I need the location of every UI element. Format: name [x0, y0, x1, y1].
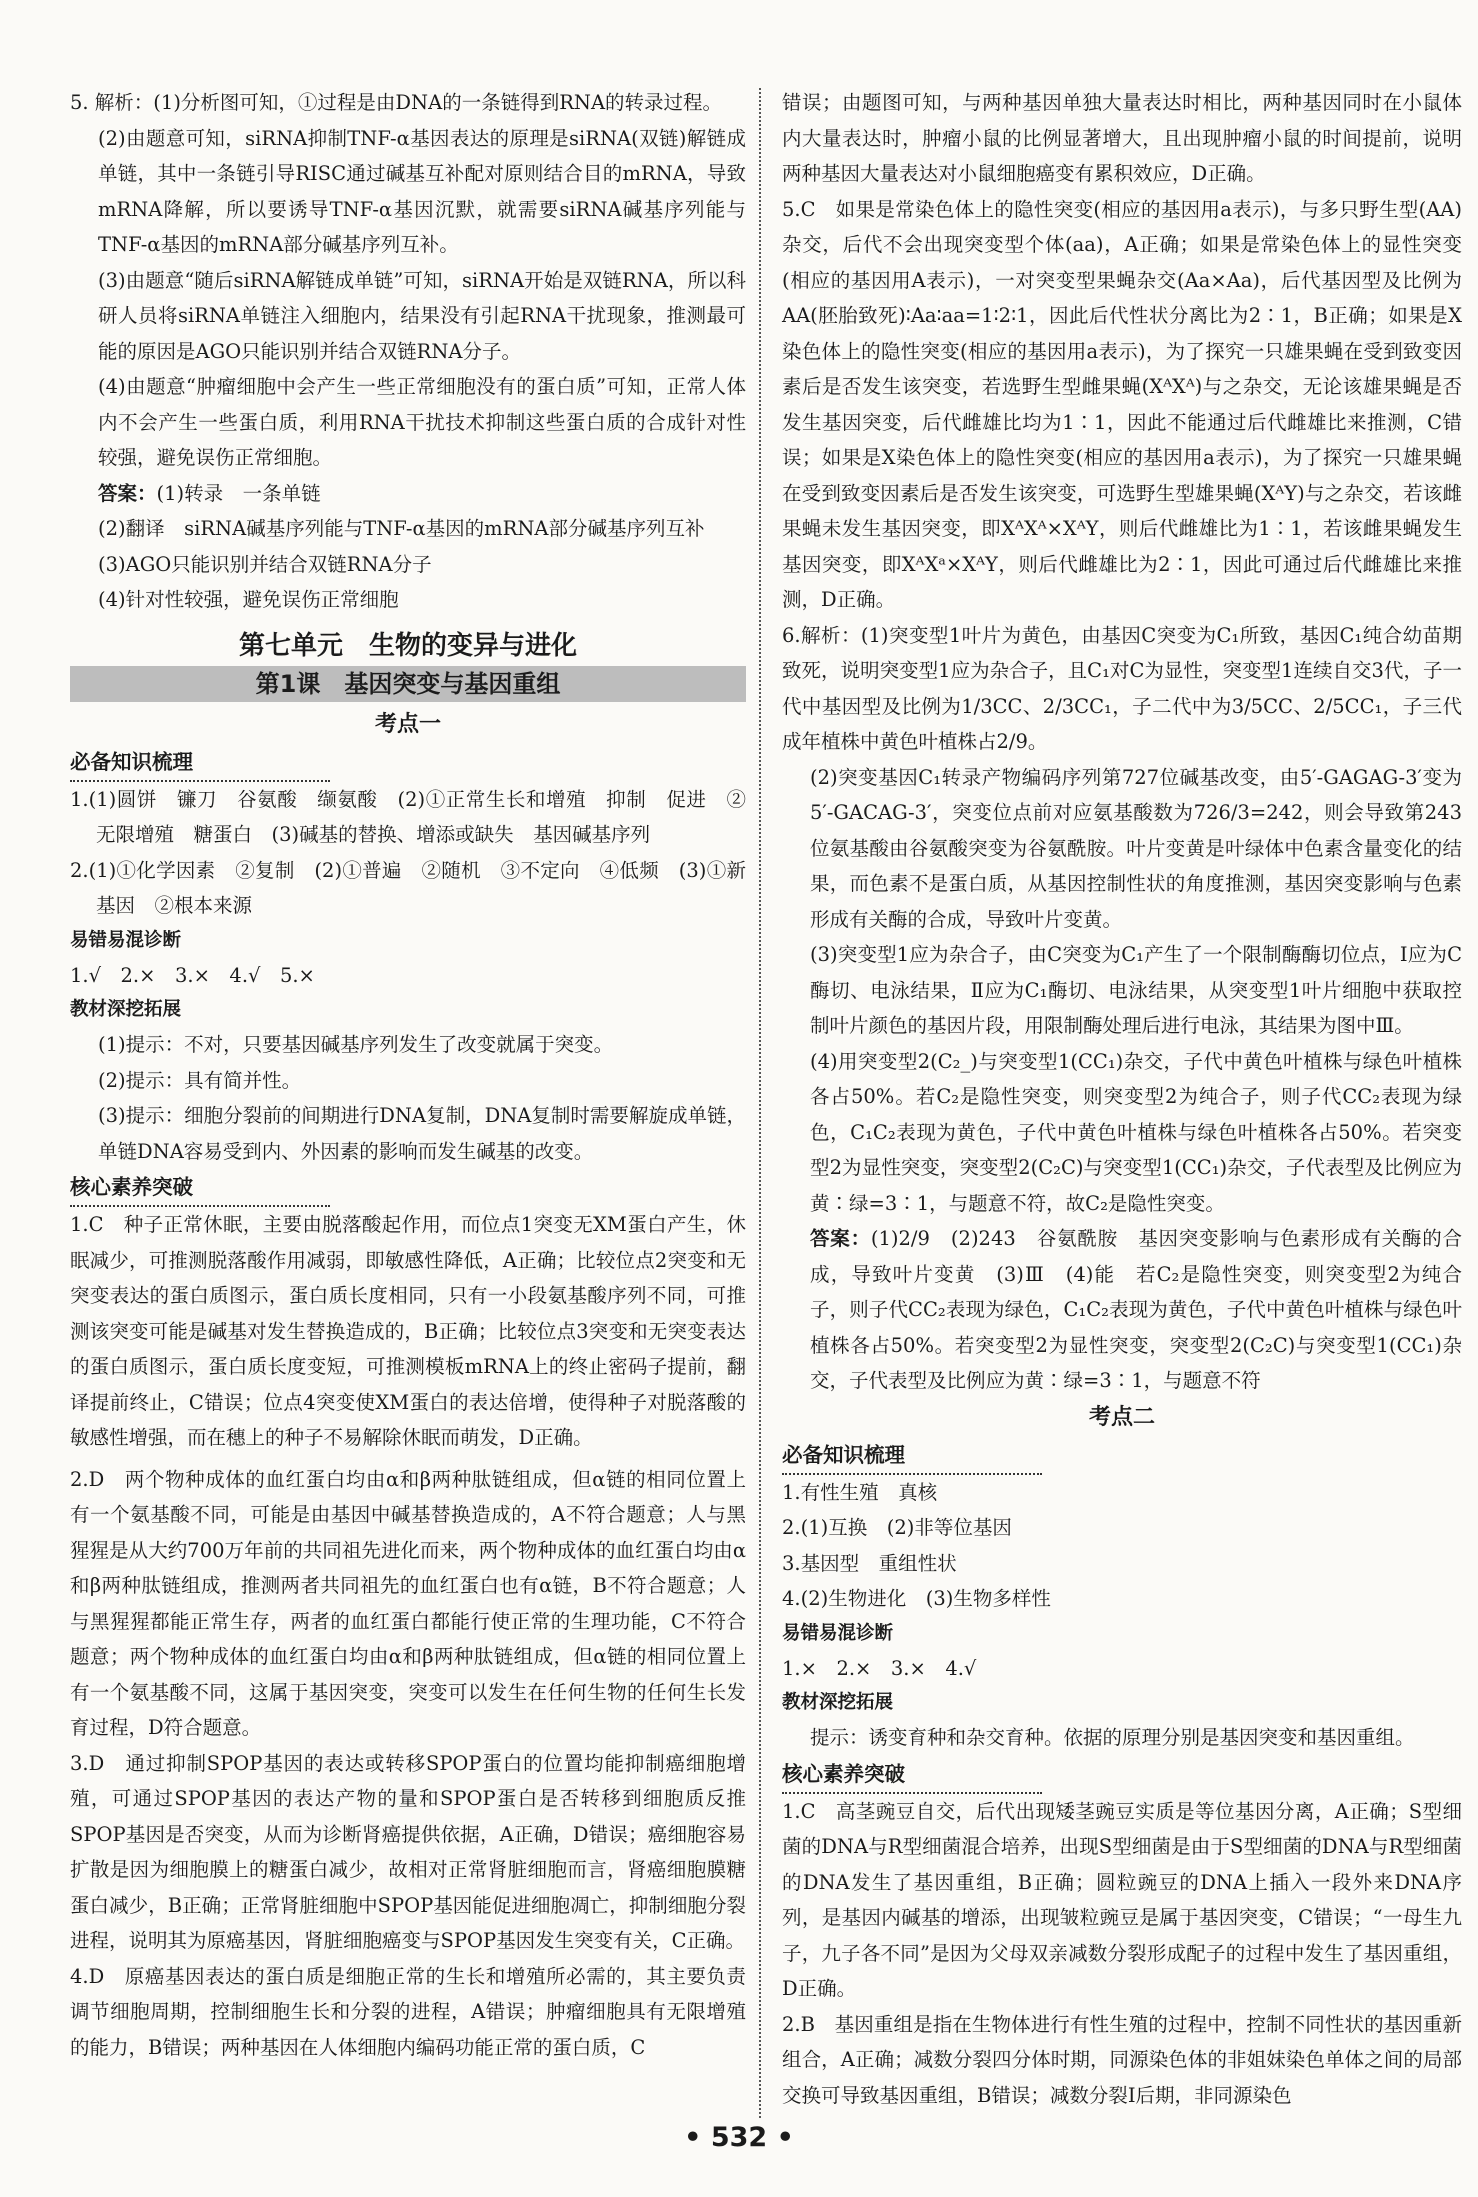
bibei-heading: 必备知识梳理: [70, 744, 330, 782]
hexin-heading-2: 核心素养突破: [782, 1756, 1042, 1794]
unit-title: 第七单元 生物的变异与进化: [238, 630, 577, 661]
lesson-title: 第1课 基因突变与基因重组: [70, 666, 746, 702]
yicuo-heading-2: 易错易混诊断: [782, 1622, 894, 1644]
question-6-para1: 6.解析：(1)突变型1叶片为黄色，由基因C突变为C₁所致，基因C₁纯合幼苗期致死，说明突变型1应为杂合子，且C₁对C为显性，突变型1连续自交3代，子一代中基因型及比例为1/3CC、2/3CC₁，子二代中为3/5CC、2/5CC₁，子三代成年植株中黄色叶植株占2/9。: [782, 623, 1462, 753]
bibei2-item-4: 4.(2)生物进化 (3)生物多样性: [782, 1587, 1051, 1610]
answer-line-2: (2)翻译 siRNA碱基序列能与TNF-α基因的mRNA部分碱基序列互补: [98, 517, 705, 540]
jiaocai-heading-2: 教材深挖拓展: [782, 1692, 894, 1713]
answer-line-1: (1)转录 一条单链: [156, 481, 321, 505]
bibei-item-2: 2.(1)①化学因素 ②复制 (2)①普遍 ②随机 ③不定向 ④低频 (3)①新基因 ②根本来源: [70, 858, 746, 917]
hexin-item-4: 4.D 原癌基因表达的蛋白质是细胞正常的生长和增殖所必需的，其主要负责调节细胞周期，控制细胞生长和分裂的进程，A错误；肿瘤细胞具有无限增殖的能力，B错误；两种基因在人体细胞内编码功能正常的蛋白质，C: [70, 1964, 746, 2059]
page-number: • 532 •: [684, 2122, 794, 2153]
answer-label: 答案：: [98, 481, 157, 505]
question-6-answer-text: (1)2/9 (2)243 谷氨酰胺 基因突变影响与色素形成有关酶的合成，导致叶片变黄 (3)Ⅲ (4)能 若C₂是隐性突变，则突变型2为纯合子，则子代CC₂表现为绿色，C₁C₂表现为黄色，子代中黄色叶植株与绿色叶植株各占50%。若突变型2为显性突变，突变型2(C₂C)与突变型1(CC₁)杂交，子代表型及比例应为黄∶绿=3∶1，与题意不符: [810, 1227, 1462, 1392]
answer-q5-para3: (3)由题意“随后siRNA解链成单链”可知，siRNA开始是双链RNA，所以科研人员将siRNA单链注入细胞内，结果没有引起RNA干扰现象，推测最可能的原因是AGO只能识别并结合双链RNA分子。: [98, 268, 746, 363]
kaodian-1-title: 考点一: [374, 711, 441, 737]
left-column: [70, 85, 746, 2065]
answer-q5-para4: (4)由题意“肿瘤细胞中会产生一些正常细胞没有的蛋白质”可知，正常人体内不会产生一些蛋白质，利用RNA干扰技术抑制这些蛋白质的合成针对性较强，避免误伤正常细胞。: [98, 375, 746, 469]
yicuo-answers: 1.√ 2.× 3.× 4.√ 5.×: [70, 963, 315, 987]
hexin2-item-1: 1.C 高茎豌豆自交，后代出现矮茎豌豆实质是等位基因分离，A正确；S型细菌的DNA与R型细菌混合培养，出现S型细菌是由于S型细菌的DNA与R型细菌的DNA发生了基因重组，B正确；圆粒豌豆的DNA上插入一段外来DNA序列，是基因内碱基的增添，出现皱粒豌豆是属于基因突变，C错误；“一母生九子，九子各不同”是因为父母双亲减数分裂形成配子的过程中发生了基因重组，D正确。: [782, 1799, 1462, 2000]
bibei2-item-2: 2.(1)互换 (2)非等位基因: [782, 1516, 1012, 1539]
bibei2-item-1: 1.有性生殖 真核: [782, 1480, 938, 1504]
answer-q5-para1: 5. 解析：(1)分析图可知，①过程是由DNA的一条链得到RNA的转录过程。: [70, 91, 723, 114]
yicuo-answers-2: 1.× 2.× 3.× 4.√: [782, 1656, 977, 1680]
answer-line-4: (4)针对性较强，避免误伤正常细胞: [98, 588, 399, 611]
jiaocai-item-3: (3)提示：细胞分裂前的间期进行DNA复制，DNA复制时需要解旋成单链，单链DNA容易受到内、外因素的影响而发生碱基的改变。: [98, 1104, 746, 1163]
jiaocai-item-2: (2)提示：具有简并性。: [98, 1068, 302, 1092]
hexin-heading: 核心素养突破: [70, 1169, 330, 1207]
hexin-item-3: 3.D 通过抑制SPOP基因的表达或转移SPOP蛋白的位置均能抑制癌细胞增殖，可通过SPOP基因的表达产物的量和SPOP蛋白是否转移到细胞质反推SPOP基因是否突变，从而为诊断肾癌提供依据，A正确，D错误；癌细胞容易扩散是因为细胞膜上的糖蛋白减少，故相对正常肾脏细胞而言，肾癌细胞膜糖蛋白减少，B正确；正常肾脏细胞中SPOP基因能促进细胞凋亡，抑制细胞分裂进程，说明其为原癌基因，肾脏细胞癌变与SPOP基因发生突变有关，C正确。: [70, 1751, 746, 1952]
bibei-heading-2: 必备知识梳理: [782, 1437, 1042, 1475]
hexin2-item-2: 2.B 基因重组是指在生物体进行有性生殖的过程中，控制不同性状的基因重新组合，A正确；减数分裂四分体时期，同源染色体的非姐妹染色单体之间的局部交换可导致基因重组，B错误；减数分裂Ⅰ后期，非同源染色: [782, 2012, 1462, 2107]
question-6-para4: (4)用突变型2(C₂_)与突变型1(CC₁)杂交，子代中黄色叶植株与绿色叶植株各占50%。若C₂是隐性突变，则突变型2为纯合子，则子代CC₂表现为绿色，C₁C₂表现为黄色，子代中黄色叶植株与绿色叶植株各占50%。若突变型2为显性突变，突变型2(C₂C)与突变型1(CC₁)杂交，子代表型及比例应为黄∶绿=3∶1，与题意不符，故C₂是隐性突变。: [810, 1049, 1462, 1215]
jiaocai-heading: 教材深挖拓展: [70, 999, 182, 1020]
question-6-answer: [782, 1221, 1462, 1399]
question-5-answer: 5.C 如果是常染色体上的隐性突变(相应的基因用a表示)，与多只野生型(AA)杂交，后代不会出现突变型个体(aa)，A正确；如果是常染色体上的显性突变(相应的基因用A表示)，一对突变型果蝇杂交(Aa×Aa)，后代基因型及比例为AA(胚胎致死)∶Aa∶aa=1∶2∶1，因此后代性状分离比为2∶1，B正确；如果是X染色体上的隐性突变(相应的基因用a表示)，为了探究一只雄果蝇在受到致变因素后是否发生该突变，若选野生型雌果蝇(XᴬXᴬ)与之杂交，无论该雄果蝇是否发生基因突变，后代雌雄比均为1∶1，因此不能通过后代雌雄比来推测，C错误；如果是X染色体上的隐性突变(相应的基因用a表示)，为了探究一只雄果蝇在受到致变因素后是否发生该突变，可选野生型雄果蝇(XᴬY)与之杂交，若该雌果蝇未发生基因突变，即XᴬXᴬ×XᴬY，则后代雌雄比为1∶1，若该雌果蝇发生基因突变，即XᴬXᵃ×XᴬY，则后代雌雄比为2∶1，因此可通过后代雌雄比来推测，D正确。: [782, 197, 1462, 611]
jiaocai-item-1: (1)提示：不对，只要基因碱基序列发生了改变就属于突变。: [98, 1033, 614, 1056]
yicuo-heading: 易错易混诊断: [70, 929, 182, 951]
answer-line-3: (3)AGO只能识别并结合双链RNA分子: [98, 552, 432, 576]
column-divider: [759, 88, 761, 2118]
kaodian-2-title: 考点二: [1088, 1404, 1155, 1430]
right-column: [782, 85, 1462, 2113]
answer-label-right: 答案：: [810, 1227, 871, 1250]
hexin-item-1: 1.C 种子正常休眠，主要由脱落酸起作用，而位点1突变无XM蛋白产生，休眠减少，可推测脱落酸作用减弱，即敏感性降低，A正确；比较位点2突变和无突变表达的蛋白质图示，蛋白质长度相同，只有一小段氨基酸序列不同，可推测该突变可能是碱基对发生替换造成的，B正确；比较位点3突变和无突变表达的蛋白质图示，蛋白质长度变短，可推测模板mRNA上的终止密码子提前，翻译提前终止，C错误；位点4突变使XM蛋白的表达倍增，使得种子对脱落酸的敏感性增强，而在穗上的种子不易解除休眠而萌发，D正确。: [70, 1213, 746, 1449]
hexin-item-2: 2.D 两个物种成体的血红蛋白均由α和β两种肽链组成，但α链的相同位置上有一个氨基酸不同，可能是由基因中碱基替换造成的，A不符合题意；人与黑猩猩是从大约700万年前的共同祖先进化而来，两个物种成体的血红蛋白均由α和β两种肽链组成，推测两者共同祖先的血红蛋白也有α链，B不符合题意；人与黑猩猩都能正常生存，两者的血红蛋白都能行使正常的生理功能，C不符合题意；两个物种成体的血红蛋白均由α和β两种肽链组成，但α链的相同位置上有一个氨基酸不同，这属于基因突变，突变可以发生在任何生物的任何生长发育过程，D符合题意。: [70, 1467, 746, 1739]
bibei2-item-3: 3.基因型 重组性状: [782, 1551, 957, 1575]
bibei-item-1: 1.(1)圆饼 镰刀 谷氨酸 缬氨酸 (2)①正常生长和增殖 抑制 促进 ②无限增殖 糖蛋白 (3)碱基的替换、增添或缺失 基因碱基序列: [70, 787, 746, 846]
hexin-item-4-continued: 错误；由题图可知，与两种基因单独大量表达时相比，两种基因同时在小鼠体内大量表达时，肿瘤小鼠的比例显著增大，且出现肿瘤小鼠的时间提前，说明两种基因大量表达对小鼠细胞癌变有累积效应，D正确。: [782, 91, 1462, 185]
answer-q5-para2: (2)由题意可知，siRNA抑制TNF-α基因表达的原理是siRNA(双链)解链成单链，其中一条链引导RISC通过碱基互补配对原则结合目的mRNA，导致mRNA降解，所以要诱导TNF-α基因沉默，就需要siRNA碱基序列能与TNF-α基因的mRNA部分碱基序列互补。: [98, 126, 746, 256]
answer-block: [70, 476, 746, 512]
question-6-para2: (2)突变基因C₁转录产物编码序列第727位碱基改变，由5′-GAGAG-3′变为5′-GACAG-3′，突变位点前对应氨基酸数为726/3=242，则会导致第243位氨基酸由谷氨酸突变为谷氨酰胺。叶片变黄是叶绿体中色素含量变化的结果，而色素不是蛋白质，从基因控制性状的角度推测，基因突变影响与色素形成有关酶的合成，导致叶片变黄。: [810, 765, 1462, 931]
jiaocai2-item: 提示：诱变育种和杂交育种。依据的原理分别是基因突变和基因重组。: [810, 1726, 1415, 1749]
question-6-para3: (3)突变型1应为杂合子，由C突变为C₁产生了一个限制酶酶切位点，Ⅰ应为C酶切、电泳结果，Ⅱ应为C₁酶切、电泳结果，从突变型1叶片细胞中获取控制叶片颜色的基因片段，用限制酶处理后进行电泳，其结果为图中Ⅲ。: [810, 943, 1462, 1037]
